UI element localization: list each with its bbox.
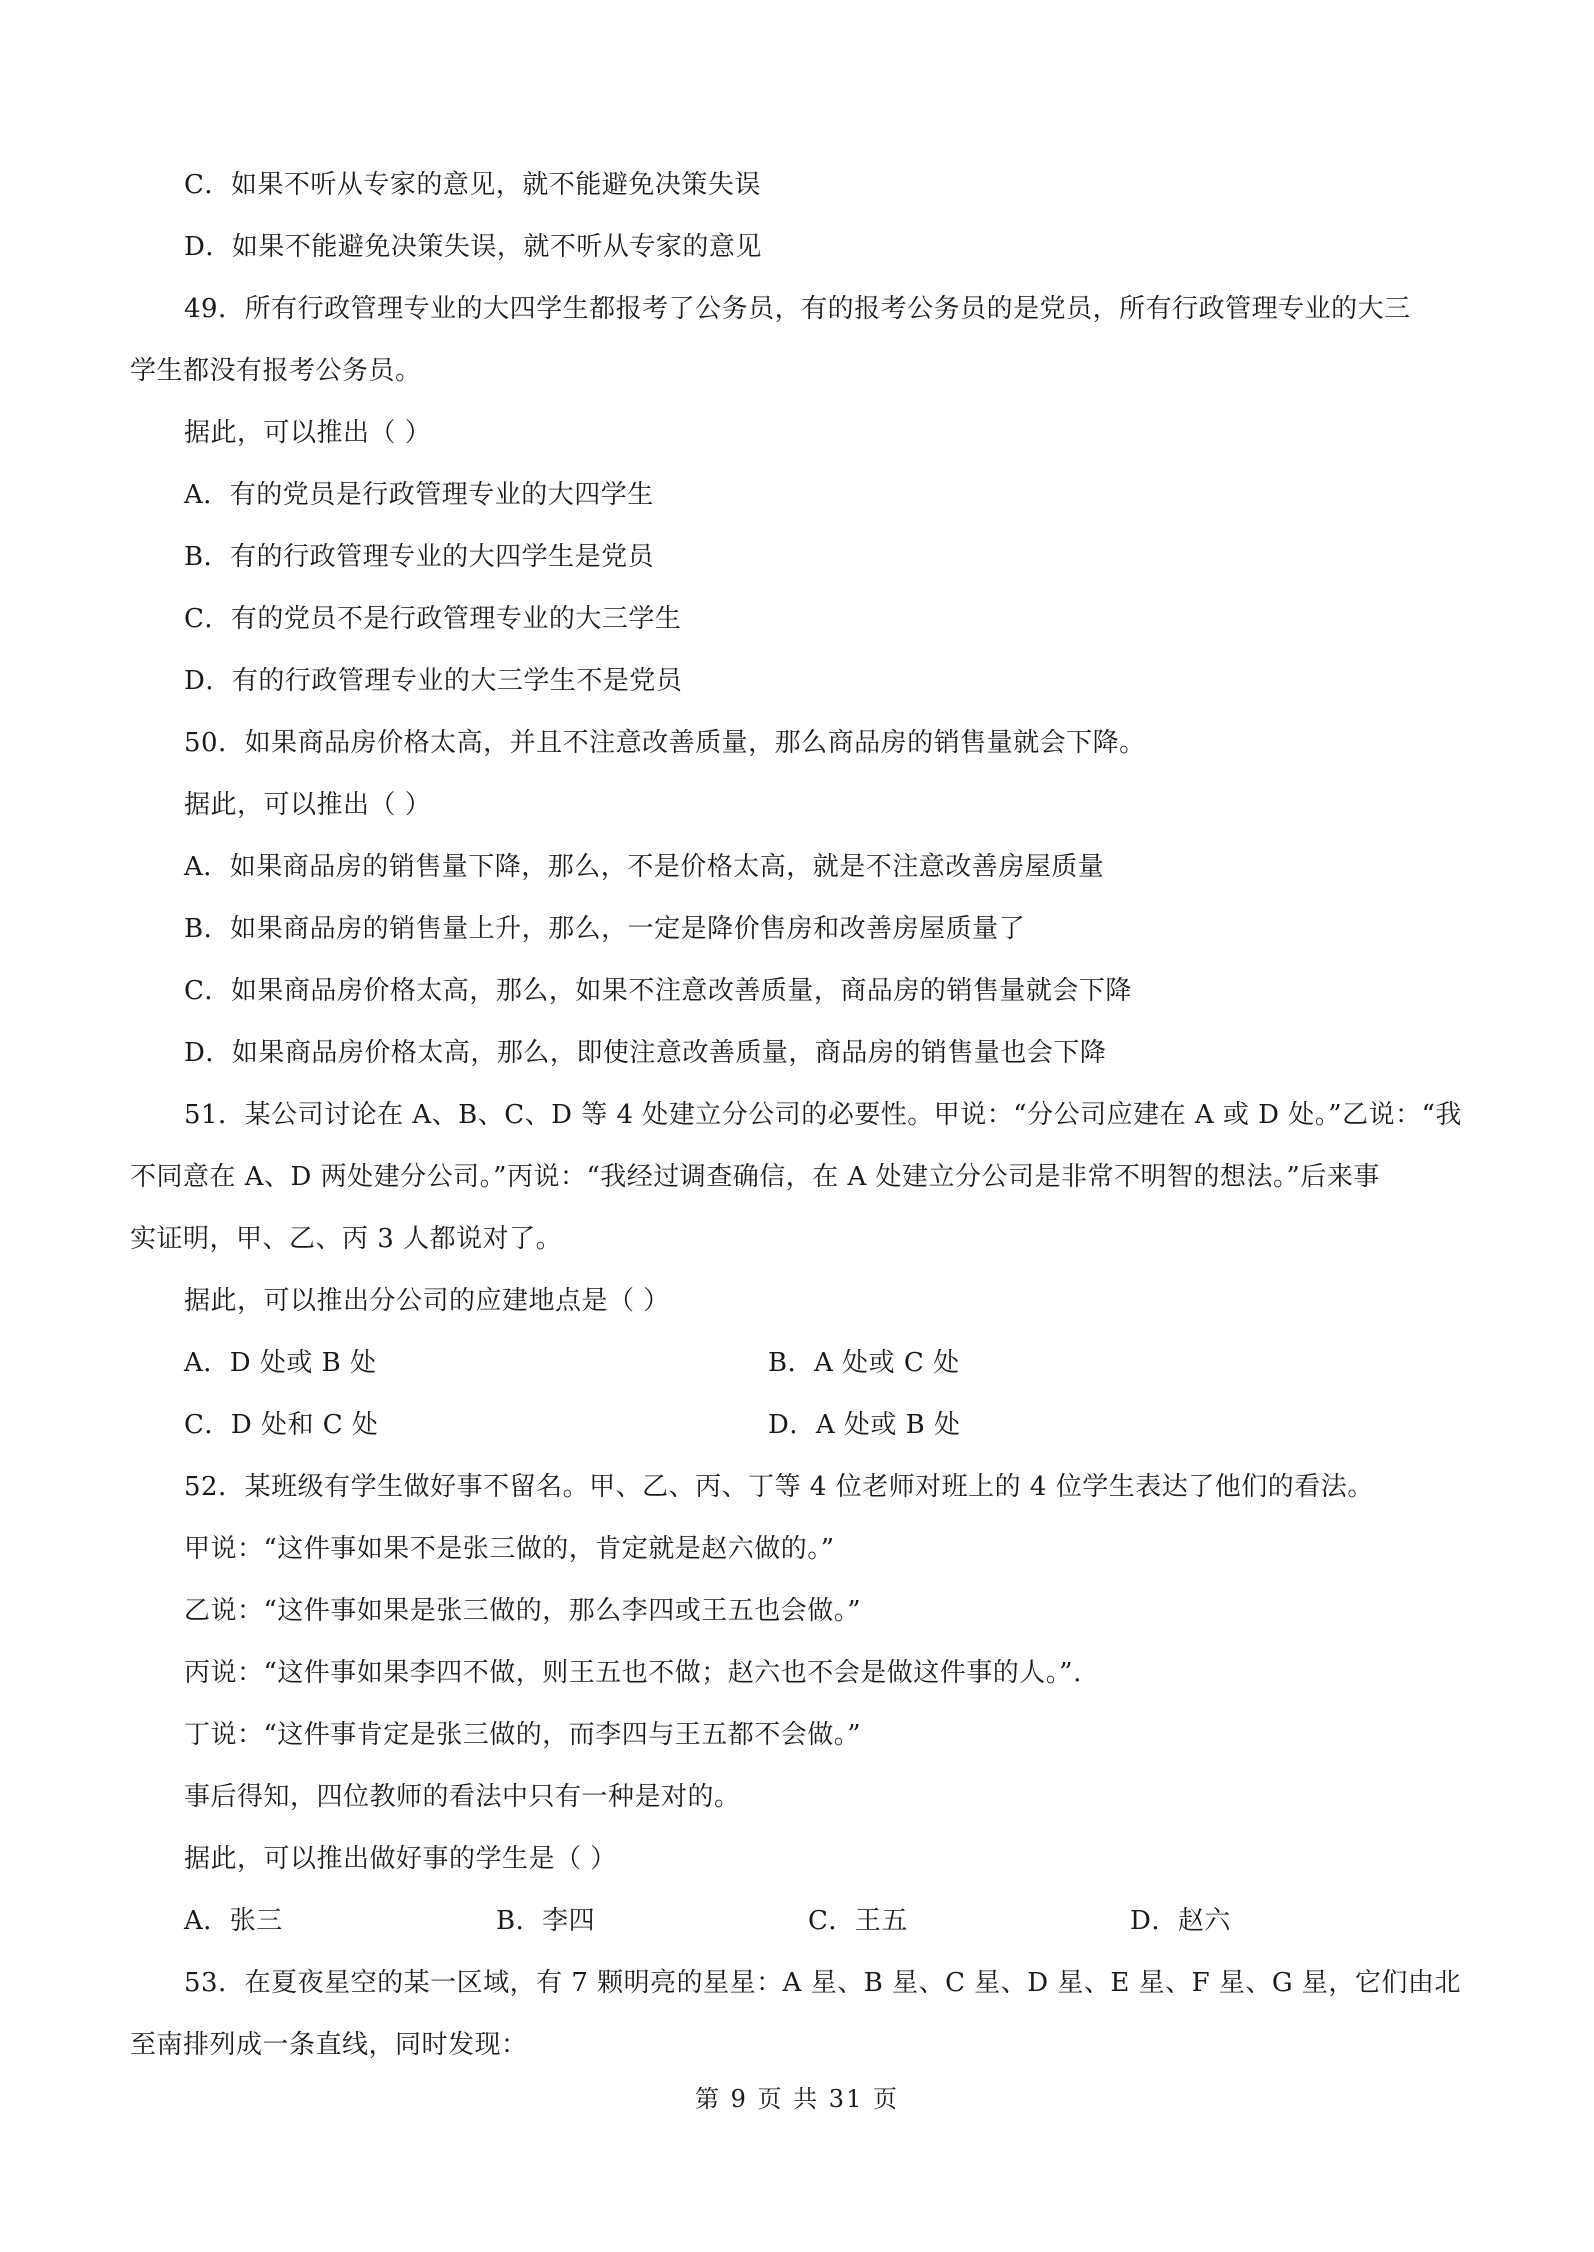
q51-option-d: D．A 处或 B 处 xyxy=(768,1410,961,1440)
q53-stem-line2: 至南排列成一条直线，同时发现： xyxy=(130,2030,528,2060)
q51-option-a: A．D 处或 B 处 xyxy=(184,1348,377,1378)
q51-option-c: C．D 处和 C 处 xyxy=(184,1410,379,1440)
q53-stem-line1: 53．在夏夜星空的某一区域，有 7 颗明亮的星星：A 星、B 星、C 星、D 星、E 星、F 星、G 星，它们由北 xyxy=(184,1968,1461,1998)
q48-option-c: C．如果不听从专家的意见，就不能避免决策失误 xyxy=(184,170,761,200)
q50-option-a: A．如果商品房的销售量下降，那么，不是价格太高，就是不注意改善房屋质量 xyxy=(184,852,1105,882)
q52-teacher-jia: 甲说：“这件事如果不是张三做的，肯定就是赵六做的。” xyxy=(184,1534,835,1564)
q48-option-d: D．如果不能避免决策失误，就不听从专家的意见 xyxy=(184,232,762,262)
q51-prompt: 据此，可以推出分公司的应建地点是（ ） xyxy=(184,1286,670,1316)
q49-option-a: A．有的党员是行政管理专业的大四学生 xyxy=(184,480,654,510)
q50-option-d: D．如果商品房价格太高，那么，即使注意改善质量，商品房的销售量也会下降 xyxy=(184,1038,1107,1068)
q49-prompt: 据此，可以推出（ ） xyxy=(184,418,432,448)
q50-stem: 50．如果商品房价格太高，并且不注意改善质量，那么商品房的销售量就会下降。 xyxy=(184,728,1146,758)
q51-stem-line2: 不同意在 A、D 两处建分公司。”丙说：“我经过调查确信，在 A 处建立分公司是非常不明智的想法。”后来事 xyxy=(130,1162,1380,1192)
q50-option-b: B．如果商品房的销售量上升，那么，一定是降价售房和改善房屋质量了 xyxy=(184,914,1026,944)
q49-stem-line2: 学生都没有报考公务员。 xyxy=(130,356,422,386)
q51-option-b: B．A 处或 C 处 xyxy=(768,1348,960,1378)
q52-stem: 52．某班级有学生做好事不留名。甲、乙、丙、丁等 4 位老师对班上的 4 位学生表达了他们的看法。 xyxy=(184,1472,1374,1502)
q52-teacher-ding: 丁说：“这件事肯定是张三做的，而李四与王五都不会做。” xyxy=(184,1720,862,1750)
q52-prompt: 据此，可以推出做好事的学生是（ ） xyxy=(184,1844,617,1874)
q52-option-c: C．王五 xyxy=(808,1906,908,1936)
q52-teacher-yi: 乙说：“这件事如果是张三做的，那么李四或王五也会做。” xyxy=(184,1596,862,1626)
q50-option-c: C．如果商品房价格太高，那么，如果不注意改善质量，商品房的销售量就会下降 xyxy=(184,976,1132,1006)
q49-option-c: C．有的党员不是行政管理专业的大三学生 xyxy=(184,604,682,634)
page-number-footer: 第 9 页 共 31 页 xyxy=(695,2085,899,2113)
q52-fact: 事后得知，四位教师的看法中只有一种是对的。 xyxy=(184,1782,741,1812)
q52-teacher-bing: 丙说：“这件事如果李四不做，则王五也不做；赵六也不会是做这件事的人。”. xyxy=(184,1658,1082,1688)
q51-stem-line3: 实证明，甲、乙、丙 3 人都说对了。 xyxy=(130,1224,563,1254)
q52-option-b: B．李四 xyxy=(496,1906,596,1936)
q49-option-b: B．有的行政管理专业的大四学生是党员 xyxy=(184,542,655,572)
q52-option-d: D．赵六 xyxy=(1130,1906,1231,1936)
q51-stem-line1: 51．某公司讨论在 A、B、C、D 等 4 处建立分公司的必要性。甲说：“分公司应建在 A 或 D 处。”乙说：“我 xyxy=(184,1100,1462,1130)
q52-option-a: A．张三 xyxy=(184,1906,283,1936)
q50-prompt: 据此，可以推出（ ） xyxy=(184,790,432,820)
q49-stem-line1: 49．所有行政管理专业的大四学生都报考了公务员，有的报考公务员的是党员，所有行政管理专业的大三 xyxy=(184,294,1411,324)
q49-option-d: D．有的行政管理专业的大三学生不是党员 xyxy=(184,666,683,696)
